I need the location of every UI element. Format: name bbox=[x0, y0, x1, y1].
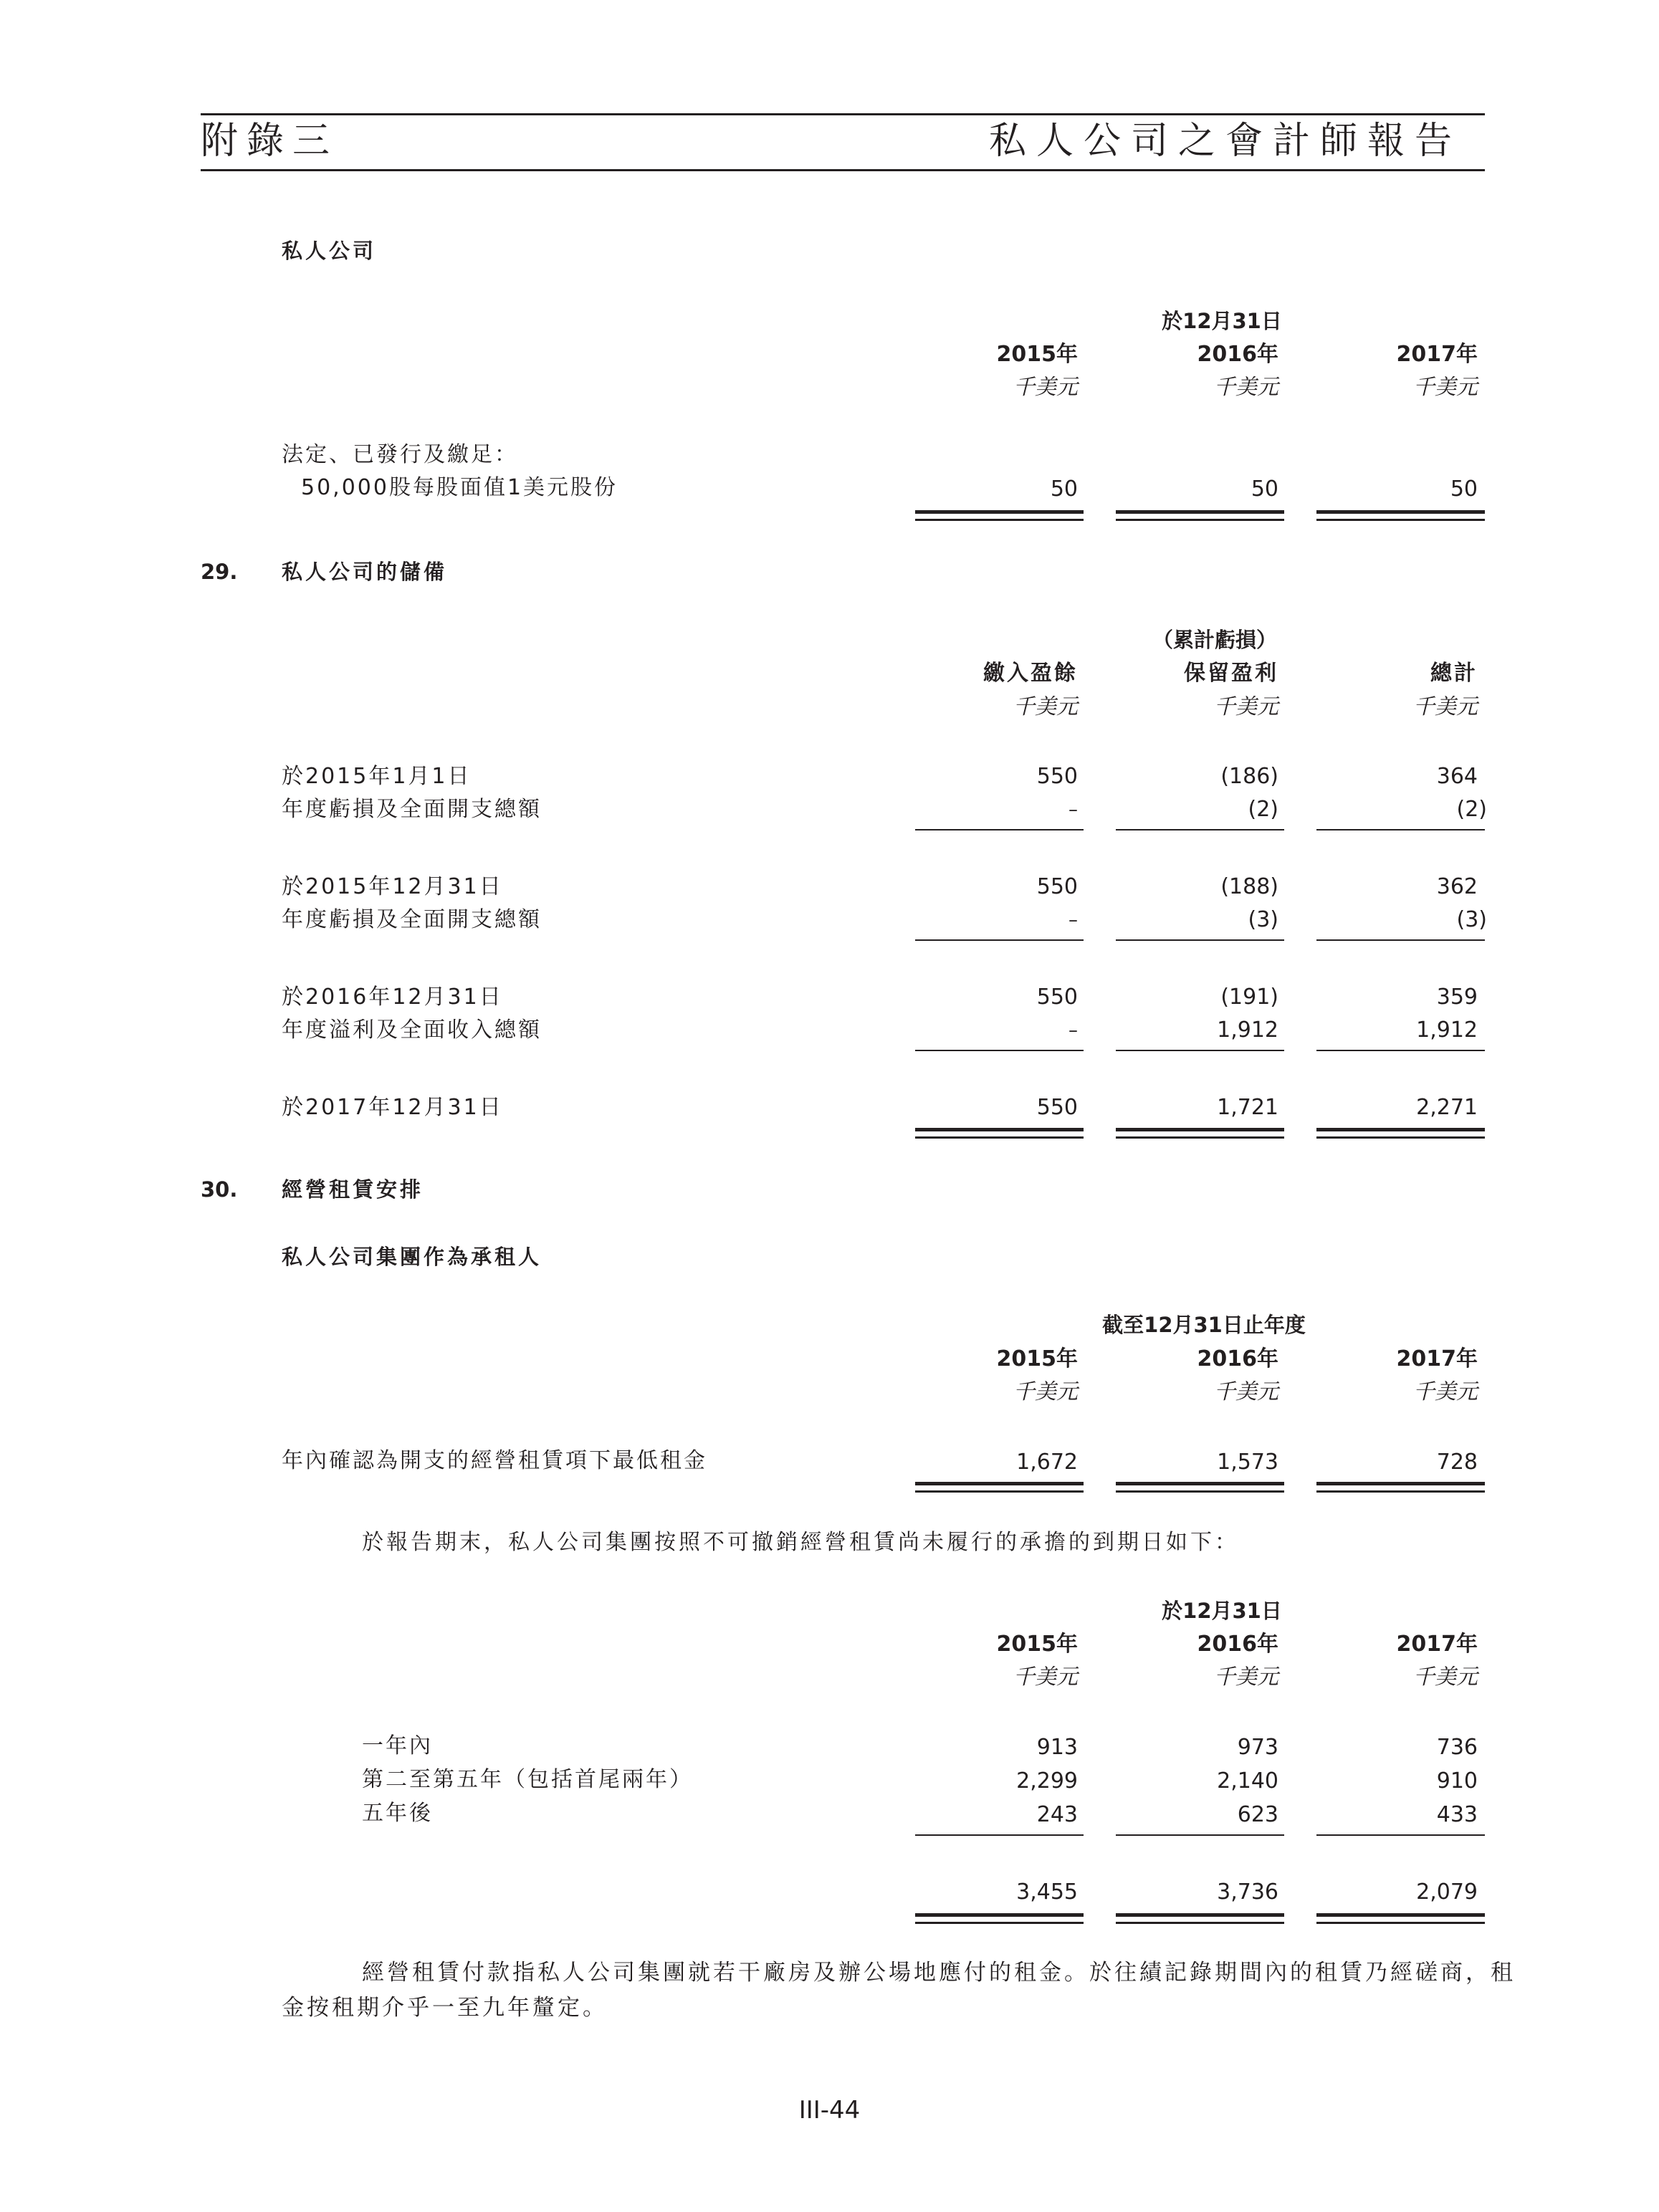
appendix-label: 附錄三 bbox=[201, 120, 339, 163]
reserves-row-value: – bbox=[1068, 909, 1078, 931]
leases-commitment-intro: 於報告期末，私人公司集團按照不可撤銷經營租賃尚未履行的承擔的到期日如下： bbox=[362, 1530, 1239, 1555]
leases-expense-label: 年內確認為開支的經營租賃項下最低租金 bbox=[282, 1448, 707, 1473]
share-capital-title: 私人公司 bbox=[282, 239, 377, 263]
double-rule bbox=[1316, 1490, 1485, 1493]
share-capital-year-2015: 2015年 bbox=[996, 342, 1078, 367]
reserves-row-value: 364 bbox=[1436, 764, 1478, 789]
reserves-row-value: (2) bbox=[1248, 797, 1278, 822]
single-rule bbox=[1116, 1050, 1284, 1051]
leases-title: 經營租賃安排 bbox=[282, 1177, 424, 1202]
header-bottom-rule bbox=[201, 169, 1485, 171]
double-rule bbox=[1316, 1136, 1485, 1139]
reserves-row-value: (188) bbox=[1220, 874, 1278, 899]
reserves-row-value: 550 bbox=[1036, 985, 1078, 1010]
double-rule bbox=[1116, 1913, 1284, 1917]
reserves-section-number: 29. bbox=[201, 560, 238, 584]
double-rule bbox=[915, 1136, 1084, 1139]
reserves-row-value: (2) bbox=[1456, 797, 1487, 822]
share-capital-unit-2015: 千美元 bbox=[1013, 375, 1078, 400]
double-rule bbox=[1316, 1128, 1485, 1131]
double-rule bbox=[1116, 1490, 1284, 1493]
leases-commit-row-label: 第二至第五年（包括首尾兩年） bbox=[362, 1767, 693, 1792]
leases-commit-unit: 千美元 bbox=[1413, 1665, 1478, 1690]
reserves-unit-3: 千美元 bbox=[1413, 694, 1478, 719]
leases-note-line-2: 金按租期介乎一至九年釐定。 bbox=[282, 1995, 608, 2021]
leases-commit-row-value: 243 bbox=[1036, 1802, 1078, 1827]
double-rule bbox=[1316, 519, 1485, 521]
leases-expense-value: 1,672 bbox=[1016, 1450, 1078, 1475]
reserves-row-label: 年度溢利及全面收入總額 bbox=[282, 1018, 542, 1043]
reserves-col-top-label: （累計虧損） bbox=[1152, 628, 1277, 652]
single-rule bbox=[915, 1834, 1084, 1836]
double-rule bbox=[1316, 1922, 1485, 1924]
single-rule bbox=[1116, 939, 1284, 941]
single-rule bbox=[1316, 829, 1485, 830]
leases-section-number: 30. bbox=[201, 1177, 238, 1202]
leases-expense-value: 1,573 bbox=[1217, 1450, 1278, 1475]
leases-commit-date-header: 於12月31日 bbox=[1162, 1599, 1282, 1623]
share-capital-value-2016: 50 bbox=[1251, 477, 1278, 502]
leases-commit-row-label: 一年內 bbox=[362, 1733, 433, 1758]
leases-unit: 千美元 bbox=[1013, 1379, 1078, 1404]
leases-commit-row-value: 913 bbox=[1036, 1735, 1078, 1760]
leases-note-line-1: 經營租賃付款指私人公司集團就若干廠房及辦公場地應付的租金。於往績記錄期間內的租賃乃經磋商，租 bbox=[362, 1960, 1516, 1986]
leases-commit-year-2015: 2015年 bbox=[996, 1632, 1078, 1657]
double-rule bbox=[915, 519, 1084, 521]
reserves-row-value: (3) bbox=[1456, 907, 1487, 932]
share-capital-unit-2016: 千美元 bbox=[1214, 375, 1278, 400]
reserves-row-value: 2,271 bbox=[1416, 1095, 1478, 1120]
single-rule bbox=[915, 1050, 1084, 1051]
leases-commit-row-value: 910 bbox=[1436, 1768, 1478, 1794]
leases-commit-total: 3,455 bbox=[1016, 1880, 1078, 1905]
reserves-row-value: 550 bbox=[1036, 764, 1078, 789]
reserves-row-value: – bbox=[1068, 1020, 1078, 1041]
reserves-row-value: 1,721 bbox=[1217, 1095, 1278, 1120]
leases-commit-row-value: 736 bbox=[1436, 1735, 1478, 1760]
leases-commit-row-value: 2,299 bbox=[1016, 1768, 1078, 1794]
double-rule bbox=[1316, 1482, 1485, 1485]
leases-commit-row-value: 2,140 bbox=[1217, 1768, 1278, 1794]
leases-commit-row-value: 973 bbox=[1237, 1735, 1278, 1760]
single-rule bbox=[1316, 1834, 1485, 1836]
double-rule bbox=[1316, 510, 1485, 514]
leases-commit-unit: 千美元 bbox=[1214, 1665, 1278, 1690]
leases-commit-unit: 千美元 bbox=[1013, 1665, 1078, 1690]
header-top-rule bbox=[201, 113, 1485, 115]
double-rule bbox=[915, 510, 1084, 514]
reserves-col-contributed-surplus: 繳入盈餘 bbox=[983, 661, 1078, 686]
leases-year-2015: 2015年 bbox=[996, 1346, 1078, 1371]
reserves-row-label: 年度虧損及全面開支總額 bbox=[282, 797, 542, 822]
leases-commit-row-value: 623 bbox=[1237, 1802, 1278, 1827]
reserves-col-retained-profits: 保留盈利 bbox=[1184, 661, 1278, 686]
share-capital-label-1: 法定、已發行及繳足： bbox=[282, 442, 518, 467]
share-capital-label-2: 50,000股每股面值1美元股份 bbox=[301, 475, 618, 500]
share-capital-value-2015: 50 bbox=[1050, 477, 1078, 502]
double-rule bbox=[1116, 519, 1284, 521]
leases-expense-value: 728 bbox=[1436, 1450, 1478, 1475]
share-capital-year-2017: 2017年 bbox=[1396, 342, 1478, 367]
reserves-title: 私人公司的儲備 bbox=[282, 560, 448, 584]
reserves-row-label: 於2015年1月1日 bbox=[282, 764, 472, 789]
single-rule bbox=[1316, 1050, 1485, 1051]
double-rule bbox=[915, 1128, 1084, 1131]
single-rule bbox=[1116, 1834, 1284, 1836]
leases-commit-total: 2,079 bbox=[1416, 1880, 1478, 1905]
reserves-row-label: 於2016年12月31日 bbox=[282, 985, 503, 1010]
share-capital-year-2016: 2016年 bbox=[1197, 342, 1278, 367]
reserves-row-value: 1,912 bbox=[1416, 1018, 1478, 1043]
leases-commit-year-2017: 2017年 bbox=[1396, 1632, 1478, 1657]
reserves-row-label: 年度虧損及全面開支總額 bbox=[282, 907, 542, 932]
reserves-row-value: (191) bbox=[1220, 985, 1278, 1010]
reserves-row-value: 362 bbox=[1436, 874, 1478, 899]
leases-commit-row-value: 433 bbox=[1436, 1802, 1478, 1827]
reserves-row-value: – bbox=[1068, 799, 1078, 820]
reserves-col-total: 總計 bbox=[1430, 661, 1478, 686]
reserves-row-label: 於2017年12月31日 bbox=[282, 1095, 503, 1120]
single-rule bbox=[915, 829, 1084, 830]
share-capital-value-2017: 50 bbox=[1450, 477, 1478, 502]
leases-period-header: 截至12月31日止年度 bbox=[1102, 1313, 1306, 1337]
reserves-unit-2: 千美元 bbox=[1214, 694, 1278, 719]
share-capital-unit-2017: 千美元 bbox=[1413, 375, 1478, 400]
leases-unit: 千美元 bbox=[1214, 1379, 1278, 1404]
reserves-row-value: 550 bbox=[1036, 874, 1078, 899]
double-rule bbox=[915, 1913, 1084, 1917]
leases-year-2017: 2017年 bbox=[1396, 1346, 1478, 1371]
double-rule bbox=[915, 1482, 1084, 1485]
double-rule bbox=[1116, 1136, 1284, 1139]
double-rule bbox=[915, 1922, 1084, 1924]
double-rule bbox=[1116, 1482, 1284, 1485]
share-capital-date-header: 於12月31日 bbox=[1162, 309, 1282, 333]
double-rule bbox=[1316, 1913, 1485, 1917]
double-rule bbox=[1116, 510, 1284, 514]
leases-subtitle: 私人公司集團作為承租人 bbox=[282, 1245, 542, 1269]
leases-commit-total: 3,736 bbox=[1217, 1880, 1278, 1905]
page-number: III-44 bbox=[798, 2096, 861, 2125]
reserves-row-label: 於2015年12月31日 bbox=[282, 874, 503, 899]
reserves-row-value: 1,912 bbox=[1217, 1018, 1278, 1043]
appendix-title: 私人公司之會計師報告 bbox=[988, 120, 1462, 163]
reserves-row-value: 359 bbox=[1436, 985, 1478, 1010]
leases-commit-year-2016: 2016年 bbox=[1197, 1632, 1278, 1657]
double-rule bbox=[915, 1490, 1084, 1493]
double-rule bbox=[1116, 1922, 1284, 1924]
leases-year-2016: 2016年 bbox=[1197, 1346, 1278, 1371]
reserves-row-value: 550 bbox=[1036, 1095, 1078, 1120]
single-rule bbox=[1116, 829, 1284, 830]
single-rule bbox=[915, 939, 1084, 941]
reserves-unit-1: 千美元 bbox=[1013, 694, 1078, 719]
double-rule bbox=[1116, 1128, 1284, 1131]
single-rule bbox=[1316, 939, 1485, 941]
leases-unit: 千美元 bbox=[1413, 1379, 1478, 1404]
reserves-row-value: (186) bbox=[1220, 764, 1278, 789]
leases-commit-row-label: 五年後 bbox=[362, 1801, 433, 1826]
reserves-row-value: (3) bbox=[1248, 907, 1278, 932]
